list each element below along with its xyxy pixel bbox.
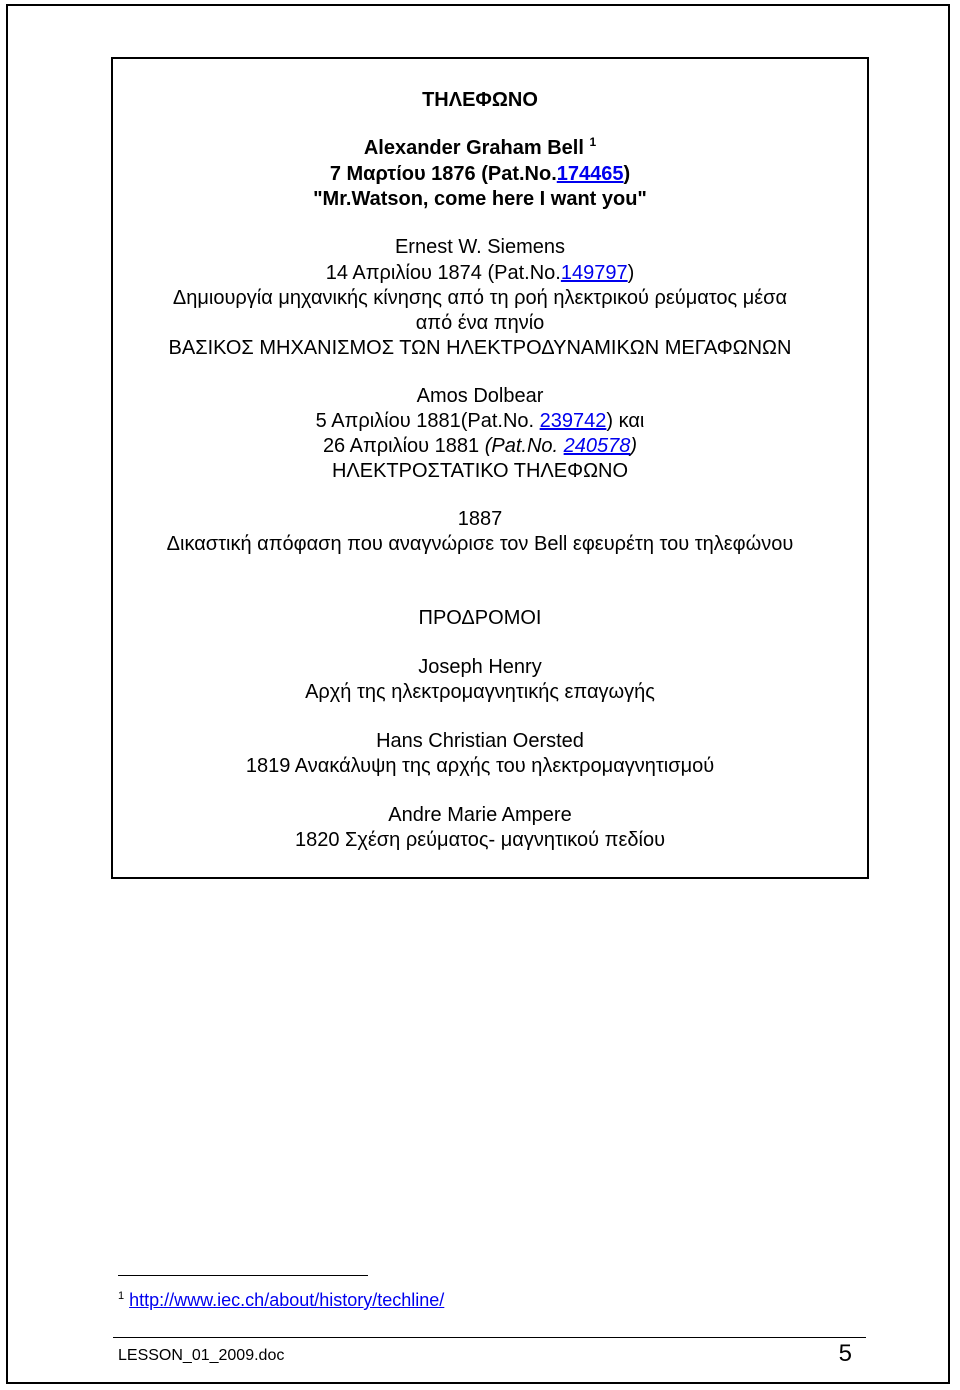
dolbear-patent-link-2[interactable]: 240578 bbox=[563, 435, 631, 457]
bell-date-suffix: ) bbox=[623, 163, 631, 185]
page-number: 5 bbox=[838, 1340, 852, 1367]
footnote-ref[interactable]: 1 bbox=[589, 135, 597, 149]
henry-name: Joseph Henry bbox=[418, 656, 542, 678]
oersted-name: Hans Christian Oersted bbox=[376, 730, 584, 752]
page-title: ΤΗΛΕΦΩΝΟ bbox=[422, 89, 538, 111]
ruling-desc: Δικαστική απόφαση που αναγνώρισε τον Bell εφευρέτη του τηλεφώνου bbox=[166, 533, 794, 555]
bell-date: 7 Μαρτίου 1876 (Pat.No. bbox=[329, 163, 557, 185]
dolbear-patno-2: (Pat.No. bbox=[484, 435, 564, 457]
dolbear-line-1-suffix: ) και bbox=[606, 410, 645, 432]
dolbear-line-1 bbox=[0, 408, 960, 434]
ampere-name: Andre Marie Ampere bbox=[388, 804, 572, 826]
siemens-patent-link[interactable]: 149797 bbox=[560, 262, 628, 284]
dolbear-line-2-suffix: ) bbox=[630, 435, 638, 457]
bell-name: Alexander Graham Bell bbox=[363, 137, 584, 159]
ampere-desc: 1820 Σχέση ρεύματος- μαγνητικού πεδίου bbox=[294, 829, 666, 851]
siemens-date: 14 Απριλίου 1874 (Pat.No. bbox=[325, 262, 561, 284]
siemens-desc-3: ΒΑΣΙΚΟΣ ΜΗΧΑΝΙΣΜΟΣ ΤΩΝ ΗΛΕΚΤΡΟΔΥΝΑΜΙΚΩΝ ΜΕΓΑΦΩΝΩΝ bbox=[168, 337, 792, 359]
siemens-date-suffix: ) bbox=[627, 262, 635, 284]
siemens-desc-2: από ένα πηνίο bbox=[415, 312, 545, 334]
dolbear-date-2: 26 Απριλίου 1881 bbox=[322, 435, 485, 457]
siemens-date-line bbox=[0, 260, 960, 286]
footer-filename: LESSON_01_2009.doc bbox=[118, 1347, 285, 1364]
bell-quote: "Mr.Watson, come here I want you" bbox=[313, 188, 647, 210]
siemens-desc-1: Δημιουργία μηχανικής κίνησης από τη ροή ηλεκτρικού ρεύματος μέσα bbox=[172, 287, 788, 309]
bell-date-line bbox=[0, 161, 960, 187]
henry-desc: Αρχή της ηλεκτρομαγνητικής επαγωγής bbox=[305, 681, 655, 703]
dolbear-name: Amos Dolbear bbox=[416, 385, 544, 407]
precursors-heading: ΠΡΟΔΡΟΜΟΙ bbox=[418, 607, 542, 629]
ruling-year: 1887 bbox=[457, 508, 503, 530]
bell-patent-link[interactable]: 174465 bbox=[556, 163, 624, 185]
footnote bbox=[118, 1288, 444, 1312]
footer-separator bbox=[113, 1337, 866, 1338]
dolbear-patent-link-1[interactable]: 239742 bbox=[539, 410, 607, 432]
oersted-desc: 1819 Ανακάλυψη της αρχής του ηλεκτρομαγνητισμού bbox=[245, 755, 715, 777]
footnote-number: 1 bbox=[118, 1290, 125, 1302]
footnote-separator bbox=[118, 1275, 368, 1276]
siemens-name: Ernest W. Siemens bbox=[394, 236, 566, 258]
bell-name-line bbox=[0, 135, 960, 161]
footnote-link[interactable]: http://www.iec.ch/about/history/techline/ bbox=[129, 1290, 445, 1310]
dolbear-date-1: 5 Απριλίου 1881(Pat.No. bbox=[315, 410, 540, 432]
dolbear-desc: ΗΛΕΚΤΡΟΣΤΑΤΙΚΟ ΤΗΛΕΦΩΝΟ bbox=[331, 460, 629, 482]
dolbear-line-2 bbox=[0, 433, 960, 459]
